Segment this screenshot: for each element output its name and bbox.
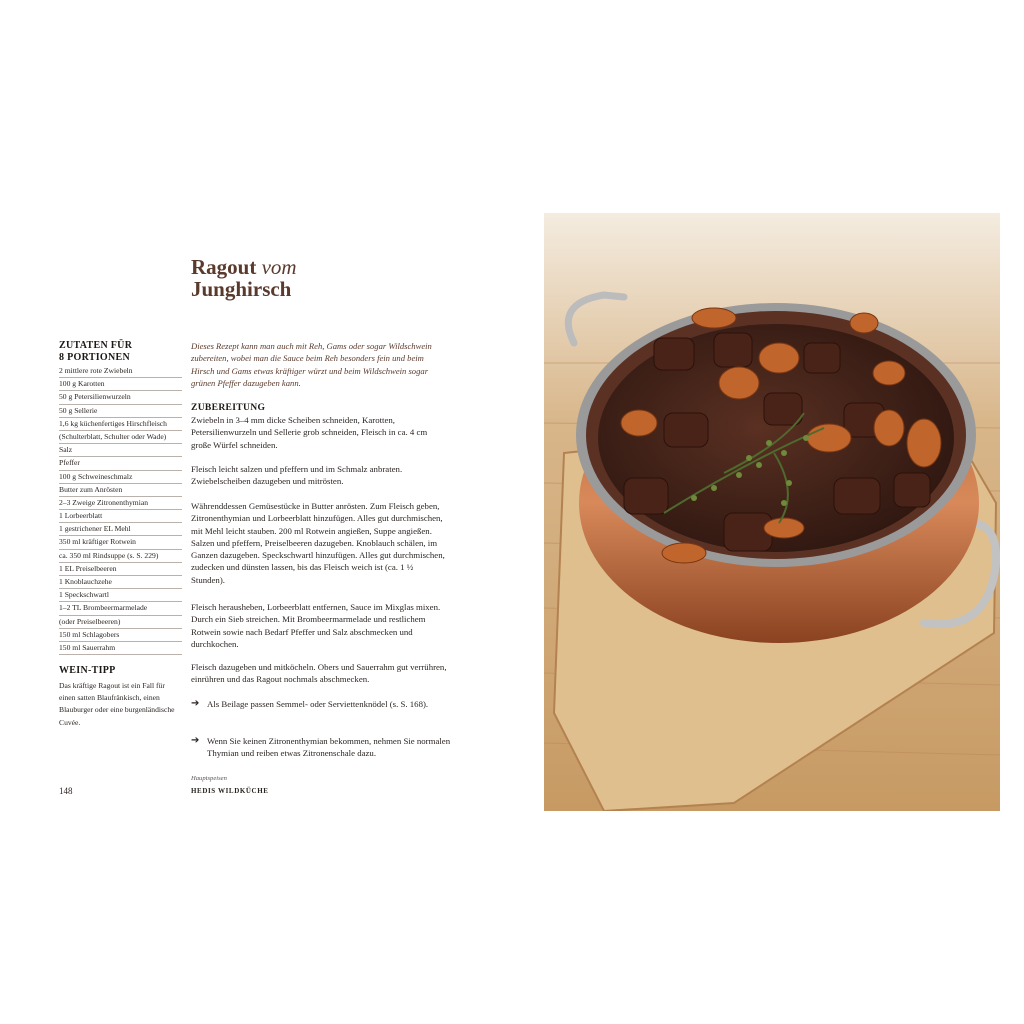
ingredient-item: 1 EL Preiselbeeren bbox=[59, 563, 182, 576]
ingredient-item: Pfeffer bbox=[59, 457, 182, 470]
footer-category: Hauptspeisen bbox=[191, 775, 227, 782]
recipe-title bbox=[191, 256, 297, 300]
wine-tip-text: Das kräftige Ragout ist ein Fall für einen satten Blaufränkisch, einen Blauburger oder eine burgenländische Cuvée. bbox=[59, 681, 175, 727]
ingredient-item: 2 mittlere rote Zwiebeln bbox=[59, 365, 182, 378]
ingredient-item: 1 Lorbeerblatt bbox=[59, 510, 182, 523]
ingredient-item: 1,6 kg küchenfertiges Hirschfleisch bbox=[59, 418, 182, 431]
ingredients-heading-line-2: 8 PORTIONEN bbox=[59, 352, 131, 363]
ingredients-heading-line-1: ZUTATEN FÜR bbox=[59, 340, 133, 351]
ingredient-item: (oder Preiselbeeren) bbox=[59, 616, 182, 629]
serving-tip-text: Als Beilage passen Semmel- oder Serviettenknödel (s. S. 168). bbox=[207, 699, 429, 709]
preparation-step: Währenddessen Gemüsestücke in Butter anrösten. Zum Fleisch geben, Zitronenthymian und Lorbeerblatt hinzufügen. Alles gut durchmischen, mit Mehl leicht stauben. 200 ml Rotwein angießen, Suppe angießen. Salzen und pfeffern, Preiselbeeren dazugeben. Knoblauch schälen, im Ganzen dazugeben. Speckschwartl hinzufügen. Alles gut durchmischen, zudecken und dünsten lassen, bis das Fleisch weich ist (ca. 1 ½ Stunden). bbox=[191, 501, 445, 585]
thyme-tip-text: Wenn Sie keinen Zitronenthymian bekommen, nehmen Sie normalen Thymian und reiben etwas Zitronenschale dazu. bbox=[207, 736, 451, 759]
arrow-right-icon: ➔ bbox=[191, 698, 200, 709]
preparation-step: Fleisch herausheben, Lorbeerblatt entfernen, Sauce im Mixglas mixen. Durch ein Sieb streichen. Mit Brombeermarmelade und restlichem Rotwein sowie nach Bedarf Pfeffer und Salz abschmecken und durchkochen. bbox=[191, 602, 441, 649]
footer-book-title: HEDIS WILDKÜCHE bbox=[191, 787, 269, 795]
ingredient-item: ca. 350 ml Rindsuppe (s. S. 229) bbox=[59, 550, 182, 563]
ingredient-item: 100 g Karotten bbox=[59, 378, 182, 391]
thyme-tip bbox=[191, 735, 453, 760]
ingredient-item: Butter zum Anrösten bbox=[59, 484, 182, 497]
ingredient-item: 1 Speckschwartl bbox=[59, 589, 182, 602]
ingredient-item: 1 Knoblauchzehe bbox=[59, 576, 182, 589]
ingredients-heading bbox=[59, 340, 184, 364]
recipe-intro: Dieses Rezept kann man auch mit Reh, Gams oder sogar Wildschwein zubereiten, wobei man die Sauce beim Reh besonders fein und beim Hirsch und Gams etwas kräftiger würzt und beim Wildschwein sogar grünen Pfeffer dazugeben kann. bbox=[191, 341, 432, 388]
ingredients-list bbox=[59, 365, 182, 655]
serving-tip bbox=[191, 698, 453, 710]
preparation-step: Fleisch leicht salzen und pfeffern und im Schmalz anbraten. Zwiebelscheiben dazugeben und mitrösten. bbox=[191, 464, 403, 487]
ingredient-item: (Schulterblatt, Schulter oder Wade) bbox=[59, 431, 182, 444]
ingredient-item: 2–3 Zweige Zitronenthymian bbox=[59, 497, 182, 510]
page-number: 148 bbox=[59, 786, 73, 796]
title-part-1: Ragout bbox=[191, 255, 257, 279]
title-part-3: Junghirsch bbox=[191, 277, 292, 301]
arrow-right-icon: ➔ bbox=[191, 735, 200, 746]
ragout-photo bbox=[544, 213, 1000, 811]
ingredient-item: 100 g Schweineschmalz bbox=[59, 471, 182, 484]
preparation-step: Zwiebeln in 3–4 mm dicke Scheiben schneiden, Karotten, Petersilienwurzeln und Sellerie grob schneiden, Fleisch in ca. 4 cm große Würfel schneiden. bbox=[191, 415, 428, 450]
ingredient-item: 50 g Petersilienwurzeln bbox=[59, 391, 182, 404]
title-part-2: vom bbox=[261, 255, 297, 279]
ingredient-item: Salz bbox=[59, 444, 182, 457]
ingredient-item: 150 ml Schlagobers bbox=[59, 629, 182, 642]
ingredient-item: 150 ml Sauerrahm bbox=[59, 642, 182, 655]
ingredient-item: 1 gestrichener EL Mehl bbox=[59, 523, 182, 536]
ingredient-item: 1–2 TL Brombeermarmelade bbox=[59, 602, 182, 615]
ingredient-item: 350 ml kräftiger Rotwein bbox=[59, 536, 182, 549]
ingredient-item: 50 g Sellerie bbox=[59, 405, 182, 418]
preparation-heading: ZUBEREITUNG bbox=[191, 402, 266, 413]
wine-tip-heading: WEIN-TIPP bbox=[59, 665, 116, 676]
preparation-step: Fleisch dazugeben und mitköcheln. Obers und Sauerrahm gut verrühren, einrühren und das Ragout nochmals abschmecken. bbox=[191, 662, 447, 685]
